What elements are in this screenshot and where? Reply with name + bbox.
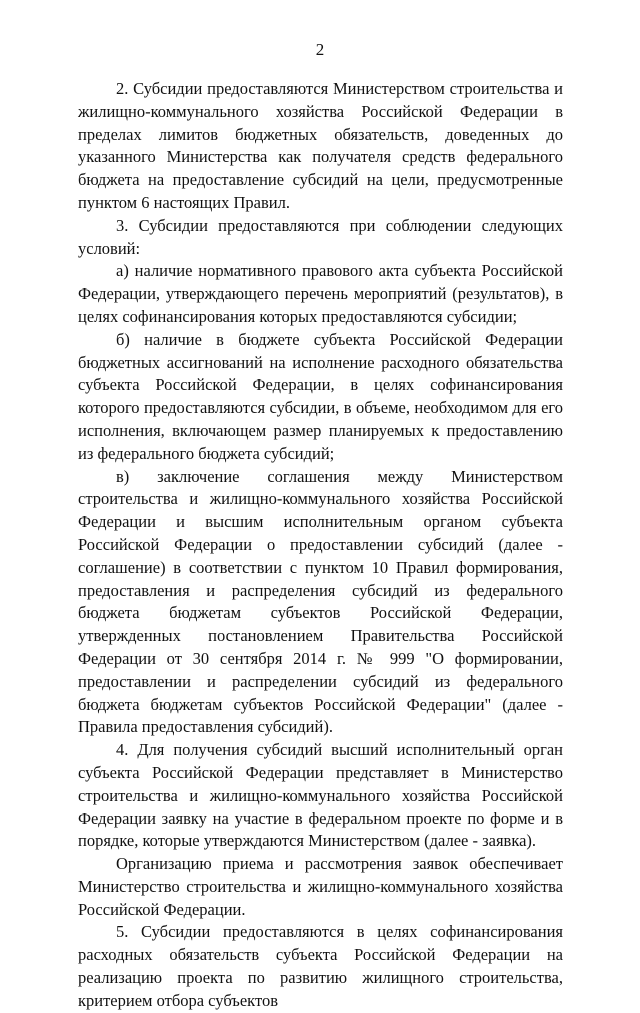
- document-body: [78, 78, 563, 1013]
- paragraph-3b: б) наличие в бюджете субъекта Российской Федерации бюджетных ассигнований на исполнение расходного обязательства субъекта Российской Федерации, в целях софинансирования которого предоставляются субсидии, в объеме, необходимом для его исполнения, включающем размер планируемых к предоставлению из федерального бюджета субсидий;: [78, 329, 563, 463]
- paragraph-5: 5. Субсидии предоставляются в целях софинансирования расходных обязательств субъекта Российской Федерации на реализацию проекта по развитию жилищного строительства, критерием отбора субъектов: [78, 922, 563, 1010]
- paragraph-2: 2. Субсидии предоставляются Министерством строительства и жилищно-коммунального хозяйства Российской Федерации в пределах лимитов бюджетных обязательств, доведенных до указанного Министерства как получателя средств федерального бюджета на предоставление субсидий на цели, предусмотренные пунктом 6 настоящих Правил.: [78, 79, 563, 212]
- page-number: 2: [315, 40, 325, 59]
- paragraph-3: 3. Субсидии предоставляются при соблюдении следующих условий:: [78, 215, 563, 258]
- paragraph-3v: в) заключение соглашения между Министерством строительства и жилищно-коммунального хозяйства Российской Федерации и высшим исполнительным органом субъекта Российской Федерации о предоставлении субсидий (далее - соглашение) в соответствии с пунктом 10 Правил формирования, предоставления и распределения субсидий из федерального бюджета бюджетам субъектов Российской Федерации, утвержденных постановлением Правительства Российской Федерации от 30 сентября 2014 г. № 999 "О формировании, предоставлении и распределении субсидий из федерального бюджета бюджетам субъектов Российской Федерации" (далее - Правила предоставления субсидий).: [78, 466, 563, 737]
- paragraph-4-continued: Организацию приема и рассмотрения заявок обеспечивает Министерство строительства и жилищно-коммунального хозяйства Российской Федерации.: [78, 854, 563, 919]
- paragraph-4: 4. Для получения субсидий высший исполнительный орган субъекта Российской Федерации представляет в Министерство строительства и жилищно-коммунального хозяйства Российской Федерации заявку на участие в федеральном проекте по форме и в порядке, которые утверждаются Министерством (далее - заявка).: [78, 740, 563, 851]
- paragraph-3a: а) наличие нормативного правового акта субъекта Российской Федерации, утверждающего перечень мероприятий (результатов), в целях софинансирования которых предоставляются субсидии;: [78, 261, 563, 326]
